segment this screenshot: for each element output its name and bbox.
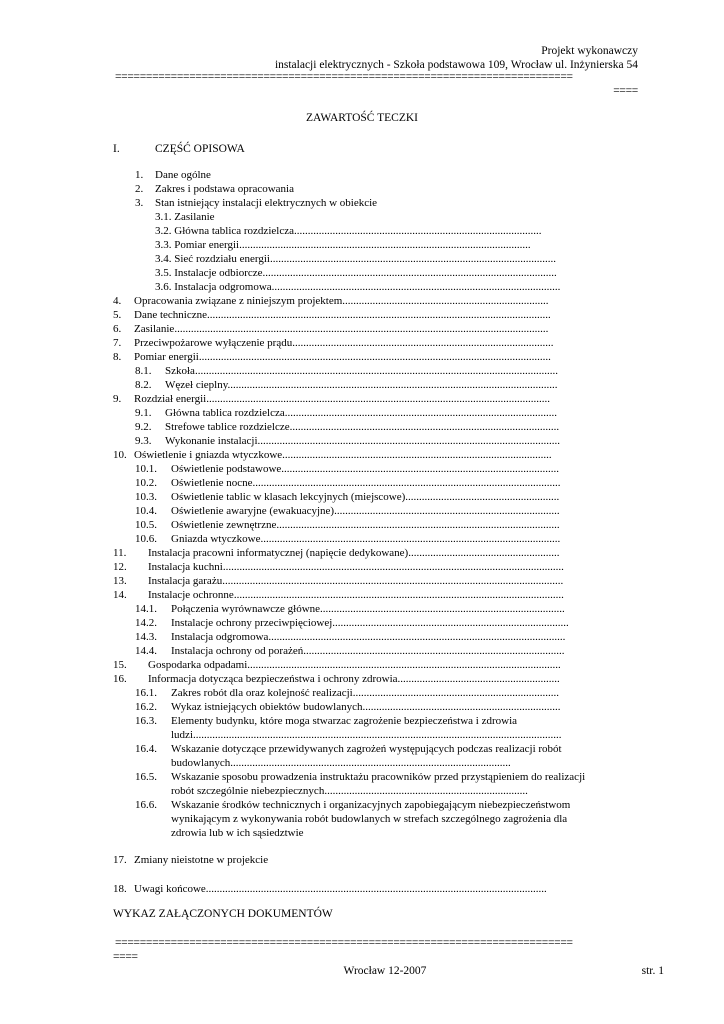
toc-entry-title: zdrowia lub w ich sąsiedztwie	[171, 827, 304, 839]
toc-entry-title: Opracowania związane z niniejszym projektem...........................................................................	[134, 295, 549, 307]
toc-entry-title: Oświetlenie nocne................................................................................................................	[171, 477, 561, 489]
toc-entry	[0, 504, 724, 518]
toc-entry	[0, 602, 724, 616]
footer-place-date: Wrocław 12-2007	[343, 965, 427, 977]
documents-heading: WYKAZ ZAŁĄCZONYCH DOKUMENTÓW	[113, 908, 333, 920]
toc-entry-title: 3.1. Zasilanie	[155, 211, 215, 223]
toc-entry-title: Oświetlenie zewnętrzne.......................................................................................................	[171, 519, 560, 531]
toc-entry	[0, 392, 724, 406]
footer-rule-tail: ====	[113, 951, 138, 963]
toc-entry-title: Wskazanie dotyczące przewidywanych zagrożeń występujących podczas realizacji robót	[171, 743, 562, 755]
toc-entry-title: Gospodarka odpadami..................................................................................................................	[148, 659, 561, 671]
toc-entry-number: 10.1.	[135, 463, 157, 475]
toc-entry	[0, 252, 724, 266]
toc-entry-number: 14.1.	[135, 603, 157, 615]
page-title: ZAWARTOŚĆ TECZKI	[305, 112, 418, 124]
toc-entry-number: 16.2.	[135, 701, 157, 713]
toc-entry-number: 2.	[135, 183, 144, 195]
toc-entry	[0, 364, 724, 378]
toc-entry-number: 12.	[113, 561, 127, 573]
toc-entry-title: Instalacja ochrony od porażeń...............................................................................................	[171, 645, 565, 657]
toc-entry	[0, 882, 724, 896]
toc-entry-number: 9.2.	[135, 421, 152, 433]
toc-entry-title: Elementy budynku, które moga stwarzac zagrożenie bezpieczeństwa i zdrowia	[171, 715, 518, 727]
toc-entry	[0, 756, 724, 770]
toc-entry-title: Główna tablica rozdzielcza...................................................................................................	[165, 407, 557, 419]
toc-entry	[0, 210, 724, 224]
toc-entry	[0, 742, 724, 756]
toc-entry	[0, 532, 724, 546]
toc-entry	[0, 672, 724, 686]
toc-entry	[0, 420, 724, 434]
toc-entry-number: 10.6.	[135, 533, 157, 545]
toc-entry	[0, 728, 724, 742]
toc-entry-number: 4.	[113, 295, 122, 307]
toc-entry-title: Instalacje ochrony przeciwpięciowej......................................................................................	[171, 617, 569, 629]
toc-entry	[0, 224, 724, 238]
toc-entry	[0, 574, 724, 588]
toc-entry-number: 18.	[113, 883, 127, 895]
toc-entry	[0, 322, 724, 336]
toc-entry-title: Połączenia wyrównawcze główne.........................................................................................	[171, 603, 565, 615]
toc-entry	[0, 308, 724, 322]
toc-entry-number: 10.5.	[135, 519, 157, 531]
toc-entry	[0, 350, 724, 364]
section-number: I.	[113, 143, 120, 155]
header-line-2: instalacji elektrycznych - Szkoła podstawowa 109, Wrocław ul. Inżynierska 54	[274, 59, 638, 71]
toc-entry-title: Instalacja pracowni informatycznej (napięcie dedykowane).......................................................	[148, 547, 560, 559]
toc-entry	[0, 518, 724, 532]
toc-entry	[0, 714, 724, 728]
toc-entry	[0, 182, 724, 196]
toc-entry-title: Węzeł cieplny........................................................................................................................	[165, 379, 558, 391]
header-rule-tail: ====	[613, 85, 638, 97]
toc-entry	[0, 853, 724, 867]
toc-entry-number: 10.2.	[135, 477, 157, 489]
toc-entry	[0, 490, 724, 504]
toc-entry	[0, 266, 724, 280]
toc-entry-number: 16.6.	[135, 799, 157, 811]
toc-entry-title: Stan istniejący instalacji elektrycznych w obiekcie	[155, 197, 378, 209]
toc-entry-number: 10.3.	[135, 491, 157, 503]
toc-entry-title: Dane ogólne	[155, 169, 211, 181]
toc-entry	[0, 560, 724, 574]
toc-entry-number: 13.	[113, 575, 127, 587]
toc-entry	[0, 280, 724, 294]
toc-entry-number: 1.	[135, 169, 144, 181]
toc-entry-number: 10.	[113, 449, 127, 461]
toc-entry	[0, 826, 724, 840]
toc-entry	[0, 434, 724, 448]
toc-entry-title: Oświetlenie podstawowe.....................................................................................................	[171, 463, 560, 475]
toc-entry	[0, 406, 724, 420]
toc-entry	[0, 616, 724, 630]
toc-entry-title: Strefowe tablice rozdzielcze..................................................................................................	[165, 421, 560, 433]
toc-entry-title: Zasilanie........................................................................................................................................	[134, 323, 549, 335]
toc-entry-title: Informacja dotycząca bezpieczeństwa i ochrony zdrowia...........................................................	[148, 673, 560, 685]
toc-entry-number: 11.	[113, 547, 127, 559]
toc-entry	[0, 784, 724, 798]
toc-entry	[0, 588, 724, 602]
toc-entry-title: 3.4. Sieć rozdziału energii........................................................................................................	[155, 253, 556, 265]
toc-entry-number: 5.	[113, 309, 122, 321]
toc-entry-title: Zmiany nieistotne w projekcie	[134, 854, 269, 866]
header-rule: ==========================================================================	[115, 71, 573, 83]
section-label: CZĘŚĆ OPISOWA	[155, 143, 245, 155]
toc-entry-title: Rozdział energii.............................................................................................................................	[134, 393, 550, 405]
toc-entry	[0, 630, 724, 644]
toc-entry	[0, 238, 724, 252]
toc-entry-title: 3.6. Instalacja odgromowa.........................................................................................................	[155, 281, 561, 293]
page-number: str. 1	[641, 965, 664, 977]
toc-entry	[0, 462, 724, 476]
toc-entry-title: Wskazanie sposobu prowadzenia instruktażu pracowników przed przystąpieniem do realizacji	[171, 771, 586, 783]
header-line-1: Projekt wykonawczy	[541, 45, 638, 57]
toc-entry-title: Przeciwpożarowe wyłączenie prądu...............................................................................................	[134, 337, 554, 349]
toc-entry-title: Wykonanie instalacji..............................................................................................................	[165, 435, 561, 447]
toc-entry-title: Pomiar energii................................................................................................................................	[134, 351, 551, 363]
toc-entry-title: Zakres i podstawa opracowania	[155, 183, 294, 195]
toc-entry-number: 7.	[113, 337, 122, 349]
toc-entry	[0, 700, 724, 714]
toc-entry-number: 6.	[113, 323, 122, 335]
toc-entry-number: 9.3.	[135, 435, 152, 447]
toc-entry-title: Gniazda wtyczkowe.............................................................................................................	[171, 533, 561, 545]
toc-entry-number: 14.	[113, 589, 127, 601]
toc-entry-number: 15.	[113, 659, 127, 671]
toc-entry-number: 16.5.	[135, 771, 157, 783]
toc-entry-number: 16.3.	[135, 715, 157, 727]
toc-entry-title: Instalacje ochronne........................................................................................................................	[148, 589, 564, 601]
toc-entry-number: 14.4.	[135, 645, 157, 657]
toc-entry-title: Wskazanie środków technicznych i organizacyjnych zapobiegającym niebezpieczeństwom	[171, 799, 571, 811]
toc-entry-title: ludzi......................................................................................................................................	[171, 729, 562, 741]
toc-entry	[0, 546, 724, 560]
toc-entry-title: Wykaz istniejących obiektów budowlanych........................................................................	[171, 701, 561, 713]
toc-entry-title: 3.3. Pomiar energii..........................................................................................................	[155, 239, 531, 251]
toc-entry	[0, 196, 724, 210]
toc-entry-title: Instalacja odgromowa............................................................................................................	[171, 631, 566, 643]
toc-entry-number: 16.4.	[135, 743, 157, 755]
toc-entry-title: Dane techniczne.............................................................................................................................	[134, 309, 551, 321]
toc-entry-number: 9.1.	[135, 407, 152, 419]
toc-entry-title: Zakres robót dla oraz kolejność realizacji...........................................................................	[171, 687, 559, 699]
toc-entry-title: wynikającym z wykonywania robót budowlanych w strefach szczególnego zagrożenia dla	[171, 813, 568, 825]
toc-entry-title: Oświetlenie i gniazda wtyczkowe..................................................................................................	[134, 449, 552, 461]
toc-entry-title: Oświetlenie awaryjne (ewakuacyjne)..................................................................................	[171, 505, 560, 517]
toc-entry-number: 8.2.	[135, 379, 152, 391]
toc-entry-number: 16.	[113, 673, 127, 685]
toc-entry	[0, 644, 724, 658]
toc-entry	[0, 812, 724, 826]
toc-entry-number: 3.	[135, 197, 144, 209]
toc-entry	[0, 770, 724, 784]
toc-entry	[0, 378, 724, 392]
toc-entry-title: Szkoła....................................................................................................................................	[165, 365, 558, 377]
toc-entry-title: Instalacja kuchni............................................................................................................................	[148, 561, 564, 573]
toc-entry	[0, 476, 724, 490]
toc-entry-number: 17.	[113, 854, 127, 866]
toc-entry-number: 14.2.	[135, 617, 157, 629]
footer-rule: ==========================================================================	[115, 937, 573, 949]
toc-entry-title: Oświetlenie tablic w klasach lekcyjnych (miejscowe)........................................................	[171, 491, 560, 503]
toc-entry-title: budowlanych......................................................................................................	[171, 757, 511, 769]
toc-entry	[0, 168, 724, 182]
toc-entry	[0, 448, 724, 462]
toc-entry-number: 14.3.	[135, 631, 157, 643]
toc-entry-title: robót szczególnie niebezpiecznych..........................................................................	[171, 785, 528, 797]
toc-entry	[0, 336, 724, 350]
toc-entry-number: 8.	[113, 351, 122, 363]
toc-entry-number: 8.1.	[135, 365, 152, 377]
toc-entry	[0, 658, 724, 672]
toc-entry	[0, 686, 724, 700]
toc-entry-number: 16.1.	[135, 687, 157, 699]
toc-entry	[0, 294, 724, 308]
toc-entry-title: Instalacja garażu............................................................................................................................	[148, 575, 564, 587]
toc-entry-title: 3.5. Instalacje odbiorcze...........................................................................................................	[155, 267, 557, 279]
toc-entry-number: 9.	[113, 393, 122, 405]
toc-entry-title: 3.2. Główna tablica rozdzielcza..........................................................................................	[155, 225, 542, 237]
toc-entry-number: 10.4.	[135, 505, 157, 517]
toc-entry	[0, 798, 724, 812]
toc-entry-title: Uwagi końcowe............................................................................................................................	[134, 883, 547, 895]
